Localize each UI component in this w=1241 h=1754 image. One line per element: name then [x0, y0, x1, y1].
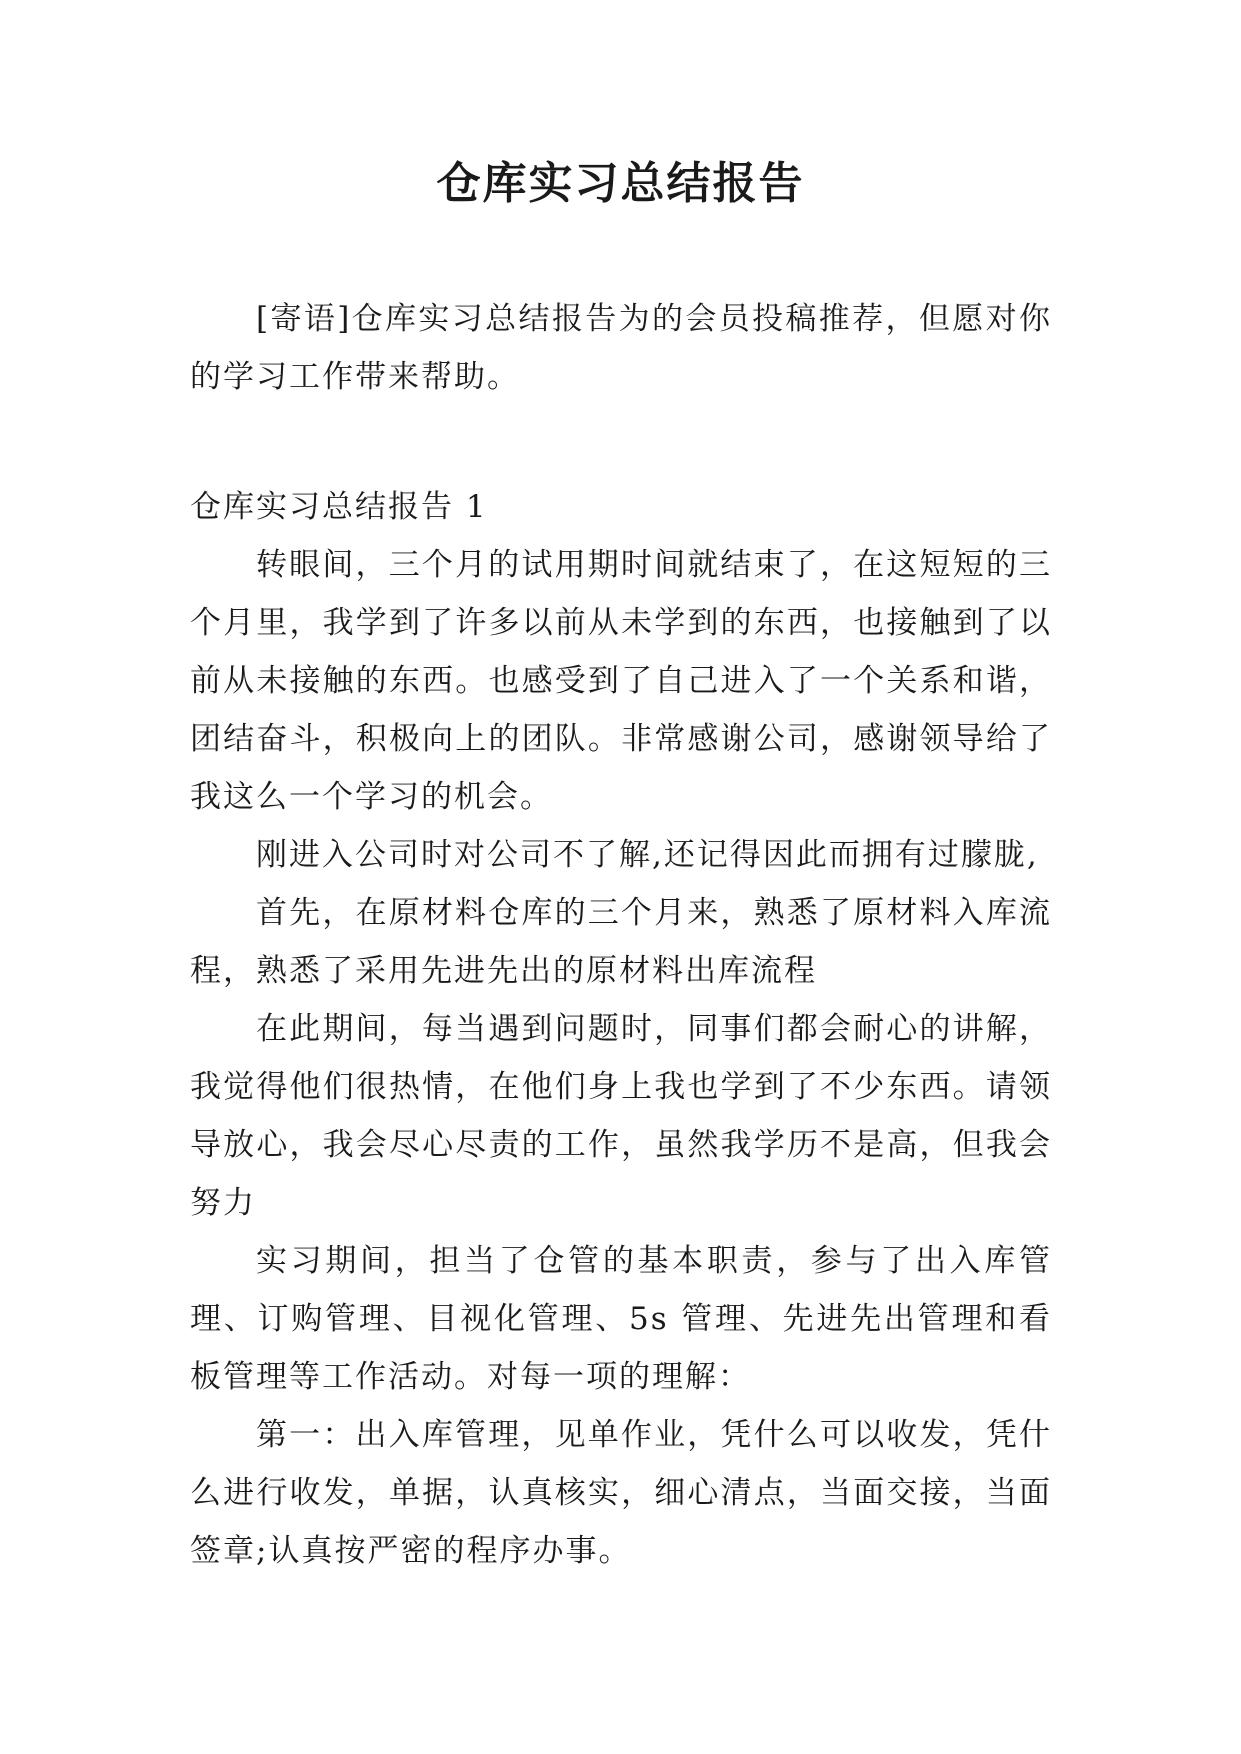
- document-body: [190, 290, 1052, 1580]
- body-paragraph: 第一：出入库管理，见单作业，凭什么可以收发，凭什么进行收发，单据，认真核实，细心清点，当面交接，当面签章;认真按严密的程序办事。: [190, 1417, 1052, 1569]
- intro-paragraph: [寄语]仓库实习总结报告为的会员投稿推荐，但愿对你的学习工作带来帮助。: [190, 301, 1052, 395]
- body-paragraph: 在此期间，每当遇到问题时，同事们都会耐心的讲解，我觉得他们很热情，在他们身上我也学到了不少东西。请领导放心，我会尽心尽责的工作，虽然我学历不是高，但我会努力: [190, 1011, 1052, 1221]
- section-heading: 仓库实习总结报告 1: [190, 489, 488, 525]
- body-paragraph: 转眼间，三个月的试用期时间就结束了，在这短短的三个月里，我学到了许多以前从未学到的东西，也接触到了以前从未接触的东西。也感受到了自己进入了一个关系和谐，团结奋斗，积极向上的团队。非常感谢公司，感谢领导给了我这么一个学习的机会。: [190, 547, 1052, 815]
- body-paragraph: 刚进入公司时对公司不了解,还记得因此而拥有过朦胧,: [256, 837, 1039, 873]
- document-title: 仓库实习总结报告: [436, 158, 805, 209]
- body-paragraph: 实习期间，担当了仓管的基本职责，参与了出入库管理、订购管理、目视化管理、5s 管理、先进先出管理和看板管理等工作活动。对每一项的理解：: [190, 1243, 1052, 1395]
- body-paragraph: 首先，在原材料仓库的三个月来，熟悉了原材料入库流程，熟悉了采用先进先出的原材料出库流程: [190, 895, 1052, 989]
